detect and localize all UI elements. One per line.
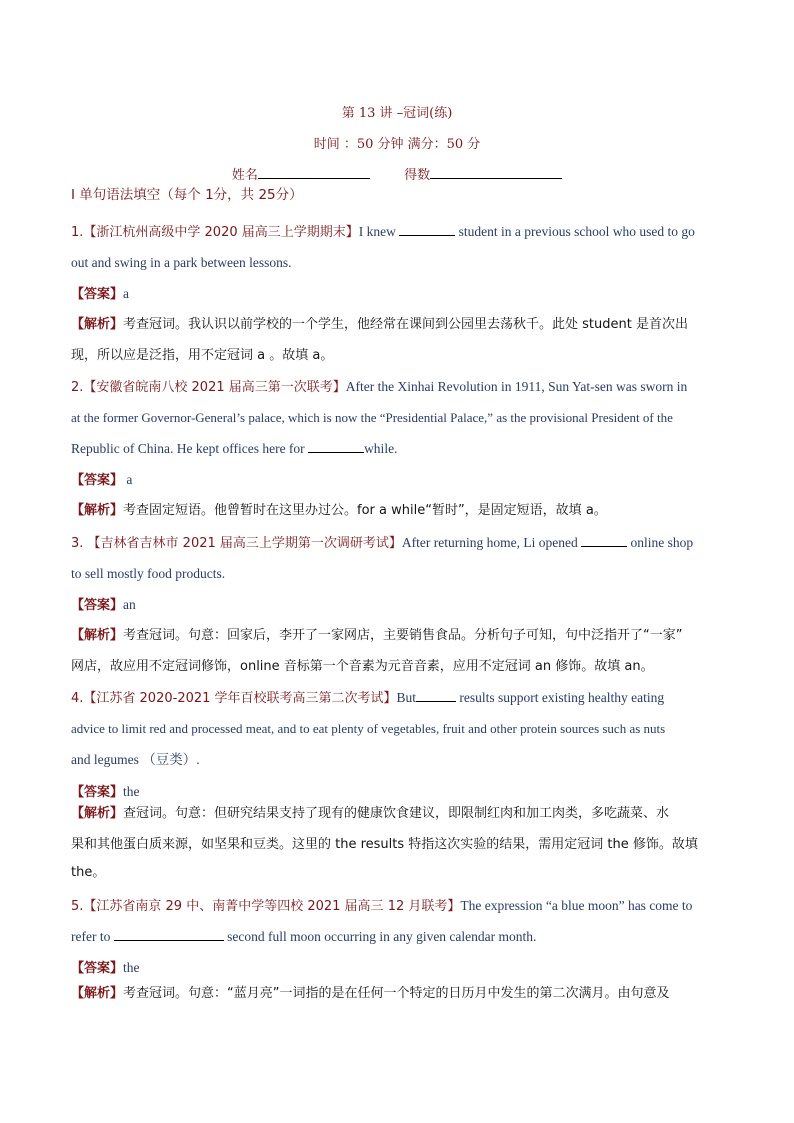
question-3-line-2: to sell mostly food products.: [71, 566, 226, 581]
question-2-line-3: Republic of China. He kept offices here for while.: [71, 441, 398, 456]
page-title: 第 13 讲 –冠词(练): [341, 106, 453, 121]
question-4-source: 【江苏省 2020-2021 学年百校联考高三第二次考试】: [83, 691, 397, 706]
question-5-analysis: 【解析】考查冠词。句意：“蓝月亮”一词指的是在任何一个特定的日历月中发生的第二次满月。由句意及: [71, 986, 670, 1001]
question-4-analysis-1: 【解析】查冠词。句意：但研究结果支持了现有的健康饮食建议，即限制红肉和加工肉类，多吃蔬菜、水: [71, 806, 670, 821]
question-1-analysis-1: 【解析】考查冠词。我认识以前学校的一个学生，他经常在课间到公园里去荡秋千。此处 student 是首次出: [71, 317, 688, 332]
question-3-line-1: 3. 【吉林省吉林市 2021 届高三上学期第一次调研考试】After returning home, Li opened online shop: [71, 535, 694, 551]
question-1-answer: 【答案】a: [71, 286, 130, 302]
score-label: 得数: [404, 168, 431, 183]
question-2-answer: 【答案】 a: [71, 472, 133, 488]
score-blank[interactable]: [430, 166, 562, 179]
question-4-answer: 【答案】the: [71, 784, 140, 800]
name-label: 姓名: [231, 168, 258, 183]
question-4-line-1: 4.【江苏省 2020-2021 学年百校联考高三第二次考试】But results support existing healthy eating: [71, 690, 665, 706]
question-3-source: 【吉林省吉林市 2021 届高三上学期第一次调研考试】: [87, 536, 402, 551]
question-1-source: 【浙江杭州高级中学 2020 届高三上学期期末】: [83, 225, 359, 240]
question-2-blank[interactable]: [308, 440, 364, 453]
question-2-analysis: 【解析】考查固定短语。他曾暂时在这里办过公。for a while“暂时”，是固定短语，故填 a。: [71, 503, 607, 518]
question-1-analysis-2: 现，所以应是泛指，用不定冠词 a 。故填 a。: [71, 348, 334, 363]
question-3-analysis-1: 【解析】考查冠词。句意：回家后，李开了一家网店，主要销售食品。分析句子可知，句中泛指开了“一家”: [71, 628, 683, 643]
question-1-line-1: 1.【浙江杭州高级中学 2020 届高三上学期期末】I knew student in a previous school who used to go: [71, 224, 695, 240]
question-4-analysis-3: the。: [71, 865, 106, 880]
question-5-source: 【江苏省南京 29 中、南菁中学等四校 2021 届高三 12 月联考】: [83, 899, 461, 914]
section-title: Ⅰ 单句语法填空（每个 1分，共 25分）: [71, 187, 303, 203]
question-3-blank[interactable]: [581, 534, 627, 547]
question-2-line-1: 2.【安徽省皖南八校 2021 届高三第一次联考】After the Xinhai Revolution in 1911, Sun Yat-sen was sworn in: [71, 379, 688, 395]
name-blank[interactable]: [258, 166, 370, 179]
question-5-line-2: refer to second full moon occurring in any given calendar month.: [71, 929, 537, 944]
question-4-analysis-2: 果和其他蛋白质来源，如坚果和豆类。这里的 the results 特指这次实验的结果，需用定冠词 the 修饰。故填: [71, 837, 698, 852]
question-2-source: 【安徽省皖南八校 2021 届高三第一次联考】: [83, 380, 346, 395]
question-4-line-3: and legumes （豆类）.: [71, 752, 200, 767]
question-5-answer: 【答案】the: [71, 960, 140, 976]
question-1-line-2: out and swing in a park between lessons.: [71, 255, 292, 270]
question-4-line-2: advice to limit red and processed meat, and to eat plenty of vegetables, fruit and other protein sources such as nuts: [71, 721, 666, 736]
question-1-blank[interactable]: [399, 223, 455, 236]
question-4-blank[interactable]: [416, 689, 456, 702]
question-5-blank[interactable]: [114, 928, 224, 941]
question-3-answer: 【答案】an: [71, 597, 136, 613]
question-2-line-2: at the former Governor-General’s palace, which is now the “Presidential Palace,” as the provisional President of the: [71, 410, 673, 425]
time-info: 时间 ：50 分钟 满分：50 分: [313, 137, 481, 152]
question-5-line-1: 5.【江苏省南京 29 中、南菁中学等四校 2021 届高三 12 月联考】The expression “a blue moon” has come to: [71, 898, 693, 914]
name-score-row: [0, 164, 794, 183]
question-3-analysis-2: 网店，故应用不定冠词修饰，online 音标第一个音素为元音音素，应用不定冠词 an 修饰。故填 an。: [71, 659, 654, 674]
